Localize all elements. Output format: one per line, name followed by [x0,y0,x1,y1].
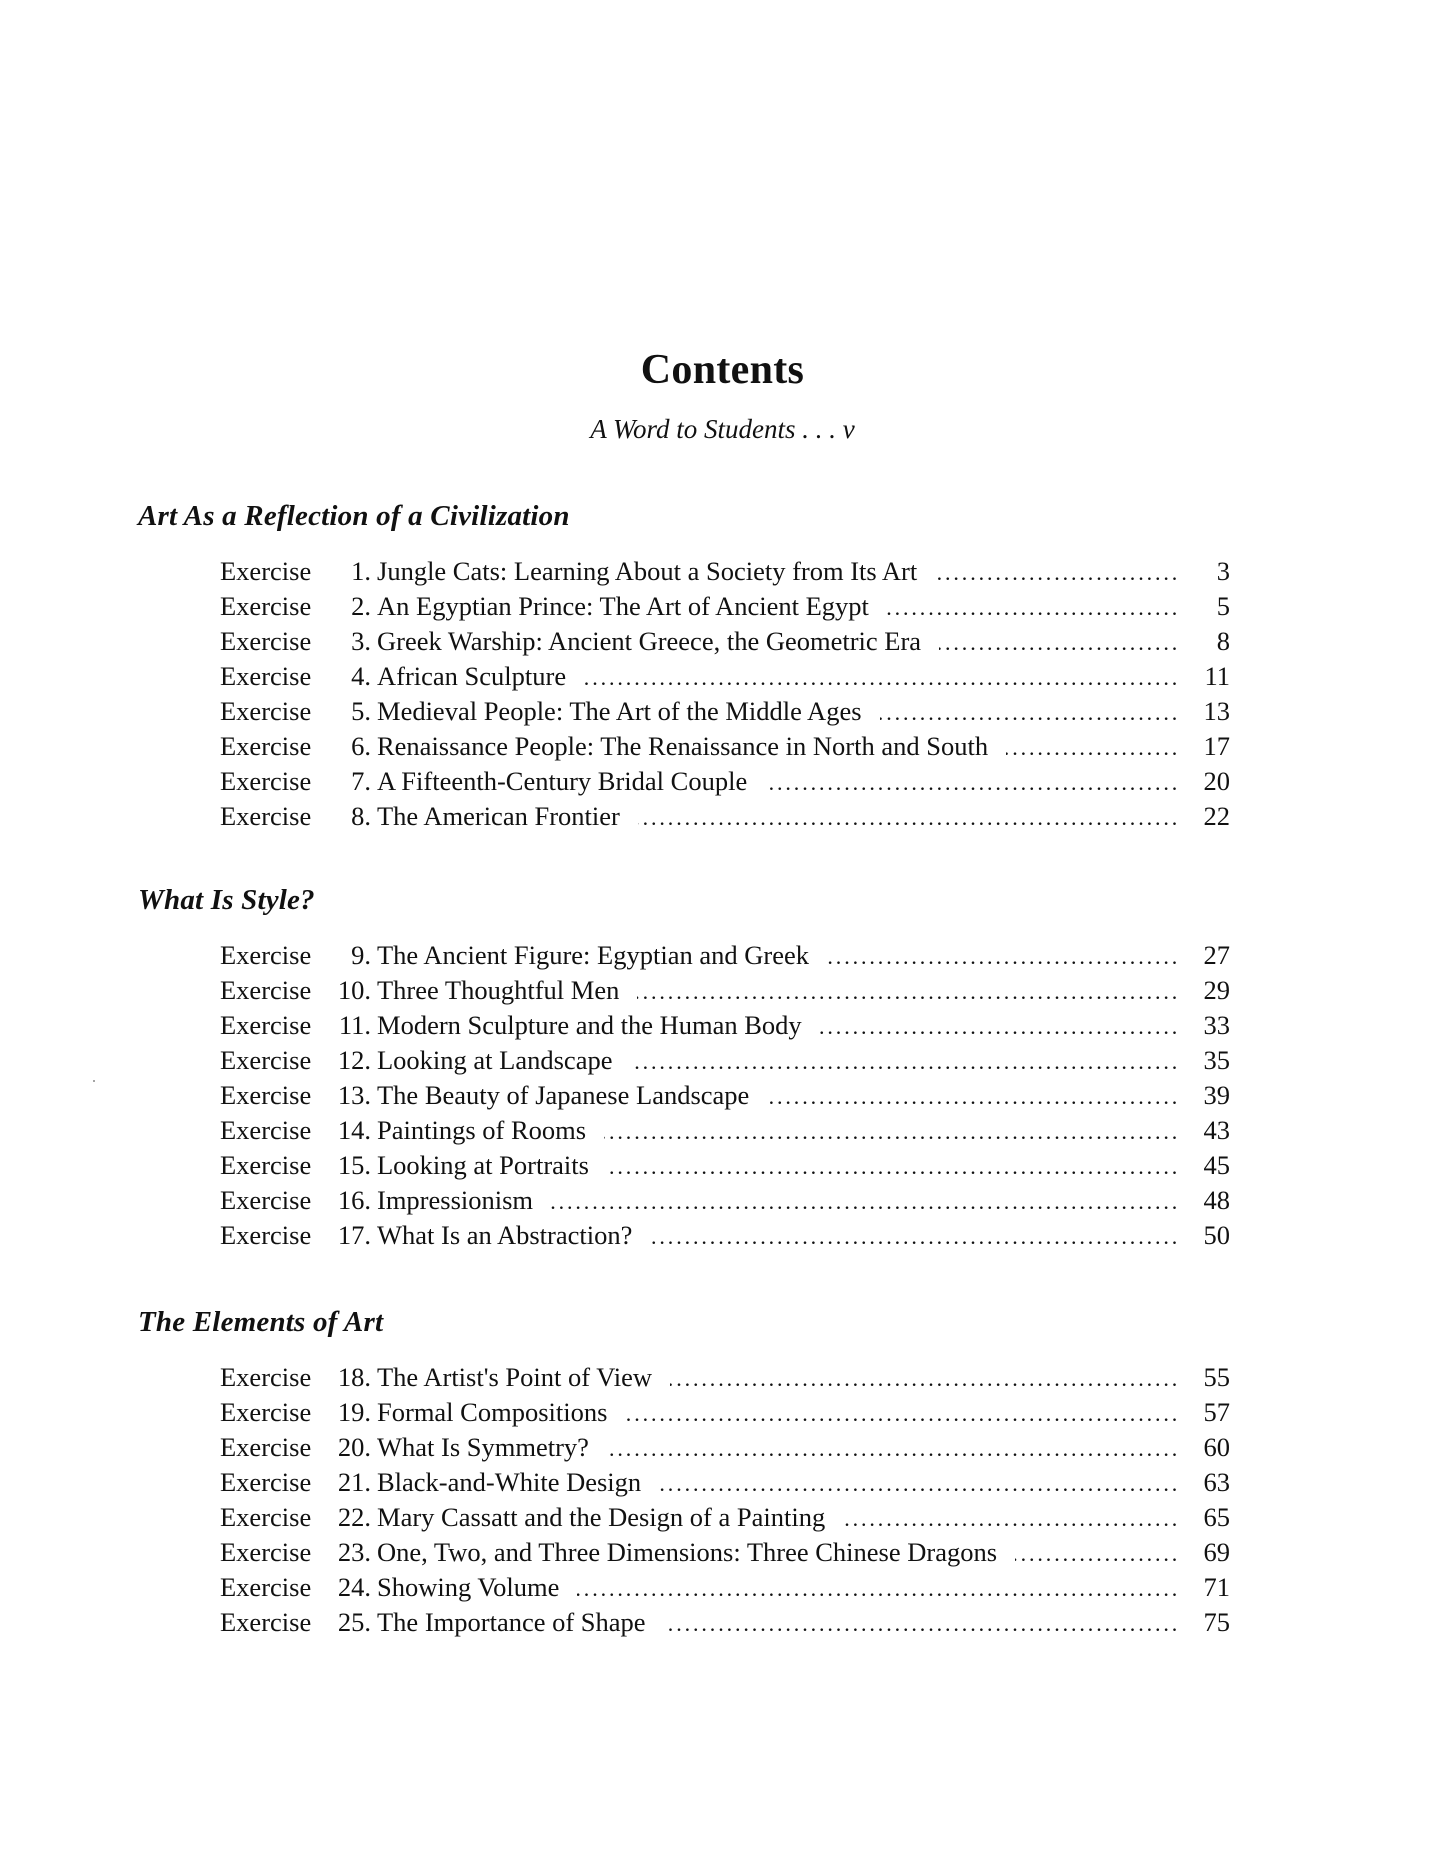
toc-entry [220,626,1230,661]
toc-entry [220,1045,1230,1080]
exercise-number [220,1572,377,1603]
exercise-number [220,1537,377,1568]
exercise-index: 12. [337,1045,371,1075]
section-entries-civilization [220,556,1230,836]
exercise-index: 20. [337,1432,371,1462]
dot-leader [607,1154,1176,1180]
exercise-index: 3. [351,626,371,656]
entry-title: Medieval People: The Art of the Middle Ages [377,696,862,726]
toc-entry [220,975,1230,1010]
page-number: 20 [1203,766,1230,796]
exercise-index: 2. [351,591,371,621]
section-heading-style: What Is Style? [138,884,315,916]
exercise-number [220,1045,377,1076]
toc-entry [220,1432,1230,1467]
exercise-label: Exercise [220,1045,312,1075]
dot-leader [607,1436,1176,1462]
exercise-label: Exercise [220,1607,312,1637]
exercise-index: 10. [337,975,371,1005]
exercise-index: 24. [337,1572,371,1602]
exercise-number [220,940,377,971]
section-entries-elements [220,1362,1230,1642]
toc-entry [220,1220,1230,1255]
dot-leader [1015,1541,1176,1567]
entry-title: Showing Volume [377,1572,560,1602]
entry-title: Impressionism [377,1185,534,1215]
toc-entry [220,731,1230,766]
exercise-label: Exercise [220,556,312,586]
entry-title: Jungle Cats: Learning About a Society from Its Art [377,556,918,586]
exercise-index: 6. [351,731,371,761]
exercise-label: Exercise [220,1010,312,1040]
page-number: 75 [1203,1607,1230,1637]
dot-leader [843,1506,1176,1532]
scan-speck [93,1080,95,1082]
exercise-number [220,591,377,622]
toc-entry [220,661,1230,696]
exercise-number [220,556,377,587]
entry-title: Three Thoughtful Men [377,975,620,1005]
exercise-index: 9. [351,940,371,970]
exercise-index: 11. [338,1010,371,1040]
exercise-index: 23. [337,1537,371,1567]
exercise-label: Exercise [220,766,312,796]
page-number: 22 [1203,801,1230,831]
exercise-label: Exercise [220,1150,312,1180]
exercise-number [220,975,377,1006]
dot-leader [604,1119,1176,1145]
dot-leader [630,1049,1176,1075]
toc-entry [220,1537,1230,1572]
exercise-label: Exercise [220,731,312,761]
toc-entry [220,1150,1230,1185]
dot-leader [935,560,1176,586]
exercise-index: 21. [337,1467,371,1497]
page-number: 39 [1203,1080,1230,1110]
page-number: 71 [1203,1572,1230,1602]
entry-title: The Ancient Figure: Egyptian and Greek [377,940,809,970]
exercise-index: 14. [337,1115,371,1145]
entry-title: Renaissance People: The Renaissance in North and South [377,731,989,761]
toc-entry [220,1502,1230,1537]
exercise-number [220,661,377,692]
exercise-number [220,731,377,762]
exercise-number [220,1607,377,1638]
entry-title: The Beauty of Japanese Landscape [377,1080,750,1110]
entry-title: Black-and-White Design [377,1467,642,1497]
entry-title: Formal Compositions [377,1397,608,1427]
section-heading-elements: The Elements of Art [138,1306,384,1338]
toc-entry [220,1362,1230,1397]
exercise-index: 19. [337,1397,371,1427]
exercise-index: 1. [351,556,371,586]
dot-leader [1006,735,1176,761]
page-number: 5 [1216,591,1230,621]
exercise-index: 5. [351,696,371,726]
exercise-index: 17. [337,1220,371,1250]
intro-line: A Word to Students . . . v [590,414,855,444]
entry-title: The American Frontier [377,801,620,831]
toc-entry [220,1080,1230,1115]
toc-entry [220,1185,1230,1220]
exercise-label: Exercise [220,1362,312,1392]
dot-leader [670,1366,1176,1392]
exercise-label: Exercise [220,975,312,1005]
page-number: 3 [1216,556,1230,586]
exercise-index: 7. [351,766,371,796]
exercise-number [220,766,377,797]
page-number: 65 [1203,1502,1230,1532]
exercise-label: Exercise [220,1432,312,1462]
exercise-number [220,1150,377,1181]
page-number: 50 [1203,1220,1230,1250]
dot-leader [664,1611,1176,1637]
dot-leader [765,770,1176,796]
toc-entry [220,1467,1230,1502]
entry-title: Looking at Landscape [377,1045,613,1075]
page-number: 43 [1203,1115,1230,1145]
exercise-index: 8. [351,801,371,831]
exercise-index: 18. [337,1362,371,1392]
exercise-number [220,1362,377,1393]
exercise-number [220,1432,377,1463]
entry-title: What Is Symmetry? [377,1432,589,1462]
dot-leader [887,595,1176,621]
page-number: 55 [1203,1362,1230,1392]
exercise-index: 25. [337,1607,371,1637]
page-number: 13 [1203,696,1230,726]
toc-entry [220,696,1230,731]
entry-title: An Egyptian Prince: The Art of Ancient Egypt [377,591,869,621]
entry-title: Mary Cassatt and the Design of a Painting [377,1502,826,1532]
entry-title: African Sculpture [377,661,567,691]
exercise-number [220,1467,377,1498]
exercise-label: Exercise [220,591,312,621]
dot-leader [880,700,1176,726]
toc-entry [220,1572,1230,1607]
page-number: 8 [1216,626,1230,656]
exercise-label: Exercise [220,1080,312,1110]
entry-title: A Fifteenth-Century Bridal Couple [377,766,748,796]
exercise-index: 16. [337,1185,371,1215]
exercise-number [220,626,377,657]
toc-entry [220,556,1230,591]
dot-leader [767,1084,1176,1110]
exercise-number [220,1220,377,1251]
exercise-label: Exercise [220,1572,312,1602]
page-number: 35 [1203,1045,1230,1075]
dot-leader [577,1576,1176,1602]
exercise-number [220,801,377,832]
toc-entry [220,1607,1230,1642]
dot-leader [637,979,1176,1005]
toc-entry [220,1397,1230,1432]
toc-entry [220,1010,1230,1045]
entry-title: One, Two, and Three Dimensions: Three Chinese Dragons [377,1537,998,1567]
entry-title: Greek Warship: Ancient Greece, the Geometric Era [377,626,922,656]
exercise-label: Exercise [220,1502,312,1532]
toc-entry [220,1115,1230,1150]
exercise-number [220,1010,377,1041]
exercise-index: 13. [337,1080,371,1110]
section-entries-style [220,940,1230,1255]
exercise-label: Exercise [220,1220,312,1250]
entry-title: Looking at Portraits [377,1150,589,1180]
dot-leader [659,1471,1176,1497]
exercise-number [220,1185,377,1216]
page-number: 69 [1203,1537,1230,1567]
exercise-label: Exercise [220,1537,312,1567]
page-title: Contents [640,347,805,394]
toc-entry [220,591,1230,626]
dot-leader [551,1189,1176,1215]
page-number: 17 [1203,731,1230,761]
page-number: 57 [1203,1397,1230,1427]
exercise-label: Exercise [220,696,312,726]
entry-title: Paintings of Rooms [377,1115,587,1145]
exercise-index: 4. [351,661,371,691]
toc-entry [220,766,1230,801]
page-number: 63 [1203,1467,1230,1497]
exercise-label: Exercise [220,661,312,691]
exercise-number [220,1397,377,1428]
exercise-number [220,1502,377,1533]
exercise-number [220,696,377,727]
exercise-index: 22. [337,1502,371,1532]
exercise-index: 15. [337,1150,371,1180]
dot-leader [625,1401,1176,1427]
dot-leader [650,1224,1176,1250]
toc-entry [220,801,1230,836]
dot-leader [827,944,1176,970]
exercise-label: Exercise [220,801,312,831]
dot-leader [584,665,1176,691]
exercise-number [220,1080,377,1111]
exercise-label: Exercise [220,1185,312,1215]
exercise-label: Exercise [220,1467,312,1497]
toc-entry [220,940,1230,975]
entry-title: The Importance of Shape [377,1607,646,1637]
page-number: 60 [1203,1432,1230,1462]
entry-title: The Artist's Point of View [377,1362,653,1392]
page-number: 45 [1203,1150,1230,1180]
entry-title: Modern Sculpture and the Human Body [377,1010,802,1040]
page-number: 27 [1203,940,1230,970]
dot-leader [820,1014,1176,1040]
dot-leader [638,805,1176,831]
exercise-label: Exercise [220,1115,312,1145]
entry-title: What Is an Abstraction? [377,1220,633,1250]
page-number: 29 [1203,975,1230,1005]
section-heading-civilization: Art As a Reflection of a Civilization [138,500,570,532]
exercise-label: Exercise [220,626,312,656]
exercise-label: Exercise [220,940,312,970]
page-number: 11 [1204,661,1230,691]
exercise-number [220,1115,377,1146]
page-number: 33 [1203,1010,1230,1040]
exercise-label: Exercise [220,1397,312,1427]
page-number: 48 [1203,1185,1230,1215]
dot-leader [939,630,1176,656]
